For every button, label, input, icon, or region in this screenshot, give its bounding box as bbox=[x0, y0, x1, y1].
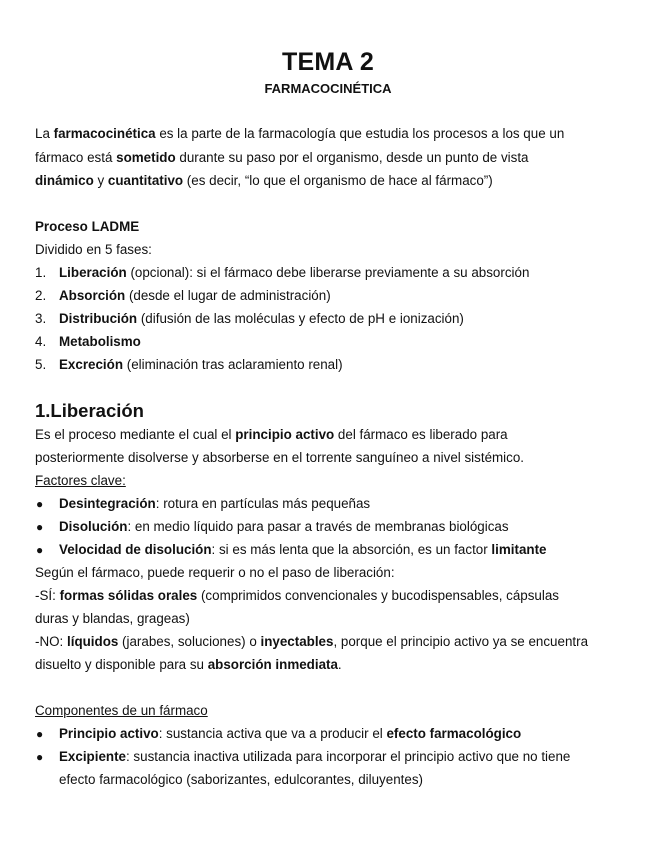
phase-name: Excreción bbox=[59, 357, 124, 372]
bold-term: dinámico bbox=[35, 173, 94, 188]
bold-term: líquidos bbox=[67, 634, 119, 649]
document-subtitle: FARMACOCINÉTICA bbox=[264, 81, 392, 96]
componente-item bbox=[59, 746, 570, 768]
text: (comprimidos convencionales y bucodispensables, cápsulas bbox=[197, 588, 559, 603]
bold-term: efecto farmacológico bbox=[386, 726, 522, 741]
text: Es el proceso mediante el cual el bbox=[35, 427, 236, 442]
phase-name: Absorción bbox=[59, 288, 126, 303]
text: -SÍ: bbox=[35, 588, 60, 603]
phase-item bbox=[59, 354, 343, 376]
componentes-label: Componentes de un fármaco bbox=[35, 703, 208, 718]
factor-item bbox=[59, 516, 509, 538]
bullet-icon: ● bbox=[36, 727, 44, 741]
text: fármaco está bbox=[35, 150, 117, 165]
ladme-desc: Dividido en 5 fases: bbox=[35, 242, 152, 257]
bullet-icon: ● bbox=[36, 543, 44, 557]
text: (es decir, “lo que el organismo de hace al fármaco”) bbox=[183, 173, 493, 188]
phase-number: 2. bbox=[35, 288, 47, 303]
componente-item-continuation: efecto farmacológico (saborizantes, edulcorantes, diluyentes) bbox=[59, 772, 423, 787]
text: disuelto y disponible para su bbox=[35, 657, 208, 672]
text: La bbox=[35, 126, 54, 141]
factor-name: Velocidad de disolución bbox=[59, 542, 212, 557]
bold-term: sometido bbox=[116, 150, 176, 165]
phase-name: Liberación bbox=[59, 265, 127, 280]
text: (jarabes, soluciones) o bbox=[118, 634, 261, 649]
liberacion-line-1 bbox=[35, 424, 508, 446]
text: del fármaco es liberado para bbox=[334, 427, 508, 442]
phase-item bbox=[59, 308, 464, 330]
factores-label: Factores clave: bbox=[35, 473, 126, 488]
bullet-icon: ● bbox=[36, 497, 44, 511]
phase-item bbox=[59, 285, 331, 307]
text: -NO: bbox=[35, 634, 67, 649]
bold-term: inyectables bbox=[260, 634, 334, 649]
phase-name: Metabolismo bbox=[59, 334, 141, 349]
bullet-icon: ● bbox=[36, 750, 44, 764]
document-title: TEMA 2 bbox=[282, 48, 374, 76]
phase-detail: (desde el lugar de administración) bbox=[125, 288, 331, 303]
si-line-2: duras y blandas, grageas) bbox=[35, 611, 190, 626]
factor-name: Disolución bbox=[59, 519, 128, 534]
intro-line-1 bbox=[35, 123, 564, 145]
factor-detail: : rotura en partículas más pequeñas bbox=[155, 496, 371, 511]
phase-number: 3. bbox=[35, 311, 47, 326]
text: : sustancia activa que va a producir el bbox=[158, 726, 387, 741]
factor-item bbox=[59, 493, 370, 515]
phase-detail: (difusión de las moléculas y efecto de pH e ionización) bbox=[137, 311, 464, 326]
section-heading-liberacion: 1.Liberación bbox=[35, 400, 144, 421]
bold-term: limitante bbox=[491, 542, 547, 557]
liberacion-line-2: posteriormente disolverse y absorberse en el torrente sanguíneo a nivel sistémico. bbox=[35, 450, 525, 465]
bold-term: absorción inmediata bbox=[207, 657, 338, 672]
phase-item bbox=[59, 262, 529, 284]
bold-term: Excipiente bbox=[59, 749, 126, 764]
no-line-2 bbox=[35, 654, 342, 676]
text: , porque el principio activo ya se encuentra bbox=[333, 634, 589, 649]
text: durante su paso por el organismo, desde un punto de vista bbox=[175, 150, 529, 165]
phase-detail: (opcional): si el fármaco debe liberarse previamente a su absorción bbox=[126, 265, 530, 280]
bold-term: principio activo bbox=[235, 427, 335, 442]
componente-item bbox=[59, 723, 521, 745]
factor-detail: : en medio líquido para pasar a través de membranas biológicas bbox=[127, 519, 509, 534]
intro-line-2 bbox=[35, 147, 529, 169]
bold-term: formas sólidas orales bbox=[59, 588, 198, 603]
bold-term: cuantitativo bbox=[107, 173, 184, 188]
factor-item bbox=[59, 539, 546, 561]
factor-detail: : si es más lenta que la absorción, es un factor bbox=[211, 542, 492, 557]
no-line-1 bbox=[35, 631, 588, 653]
phase-item bbox=[59, 331, 141, 353]
bullet-icon: ● bbox=[36, 520, 44, 534]
text: . bbox=[337, 657, 342, 672]
intro-line-3 bbox=[35, 170, 493, 192]
phase-name: Distribución bbox=[59, 311, 138, 326]
bold-term: Principio activo bbox=[59, 726, 159, 741]
text: es la parte de la farmacología que estudia los procesos a los que un bbox=[155, 126, 565, 141]
text: : sustancia inactiva utilizada para incorporar el principio activo que no tiene bbox=[125, 749, 571, 764]
phase-detail: (eliminación tras aclaramiento renal) bbox=[123, 357, 343, 372]
si-line-1 bbox=[35, 585, 559, 607]
phase-number: 1. bbox=[35, 265, 47, 280]
bold-term: farmacocinética bbox=[53, 126, 156, 141]
text: y bbox=[93, 173, 108, 188]
phase-number: 4. bbox=[35, 334, 47, 349]
phase-number: 5. bbox=[35, 357, 47, 372]
ladme-heading: Proceso LADME bbox=[35, 219, 140, 234]
segun-line: Según el fármaco, puede requerir o no el paso de liberación: bbox=[35, 565, 395, 580]
factor-name: Desintegración bbox=[59, 496, 156, 511]
